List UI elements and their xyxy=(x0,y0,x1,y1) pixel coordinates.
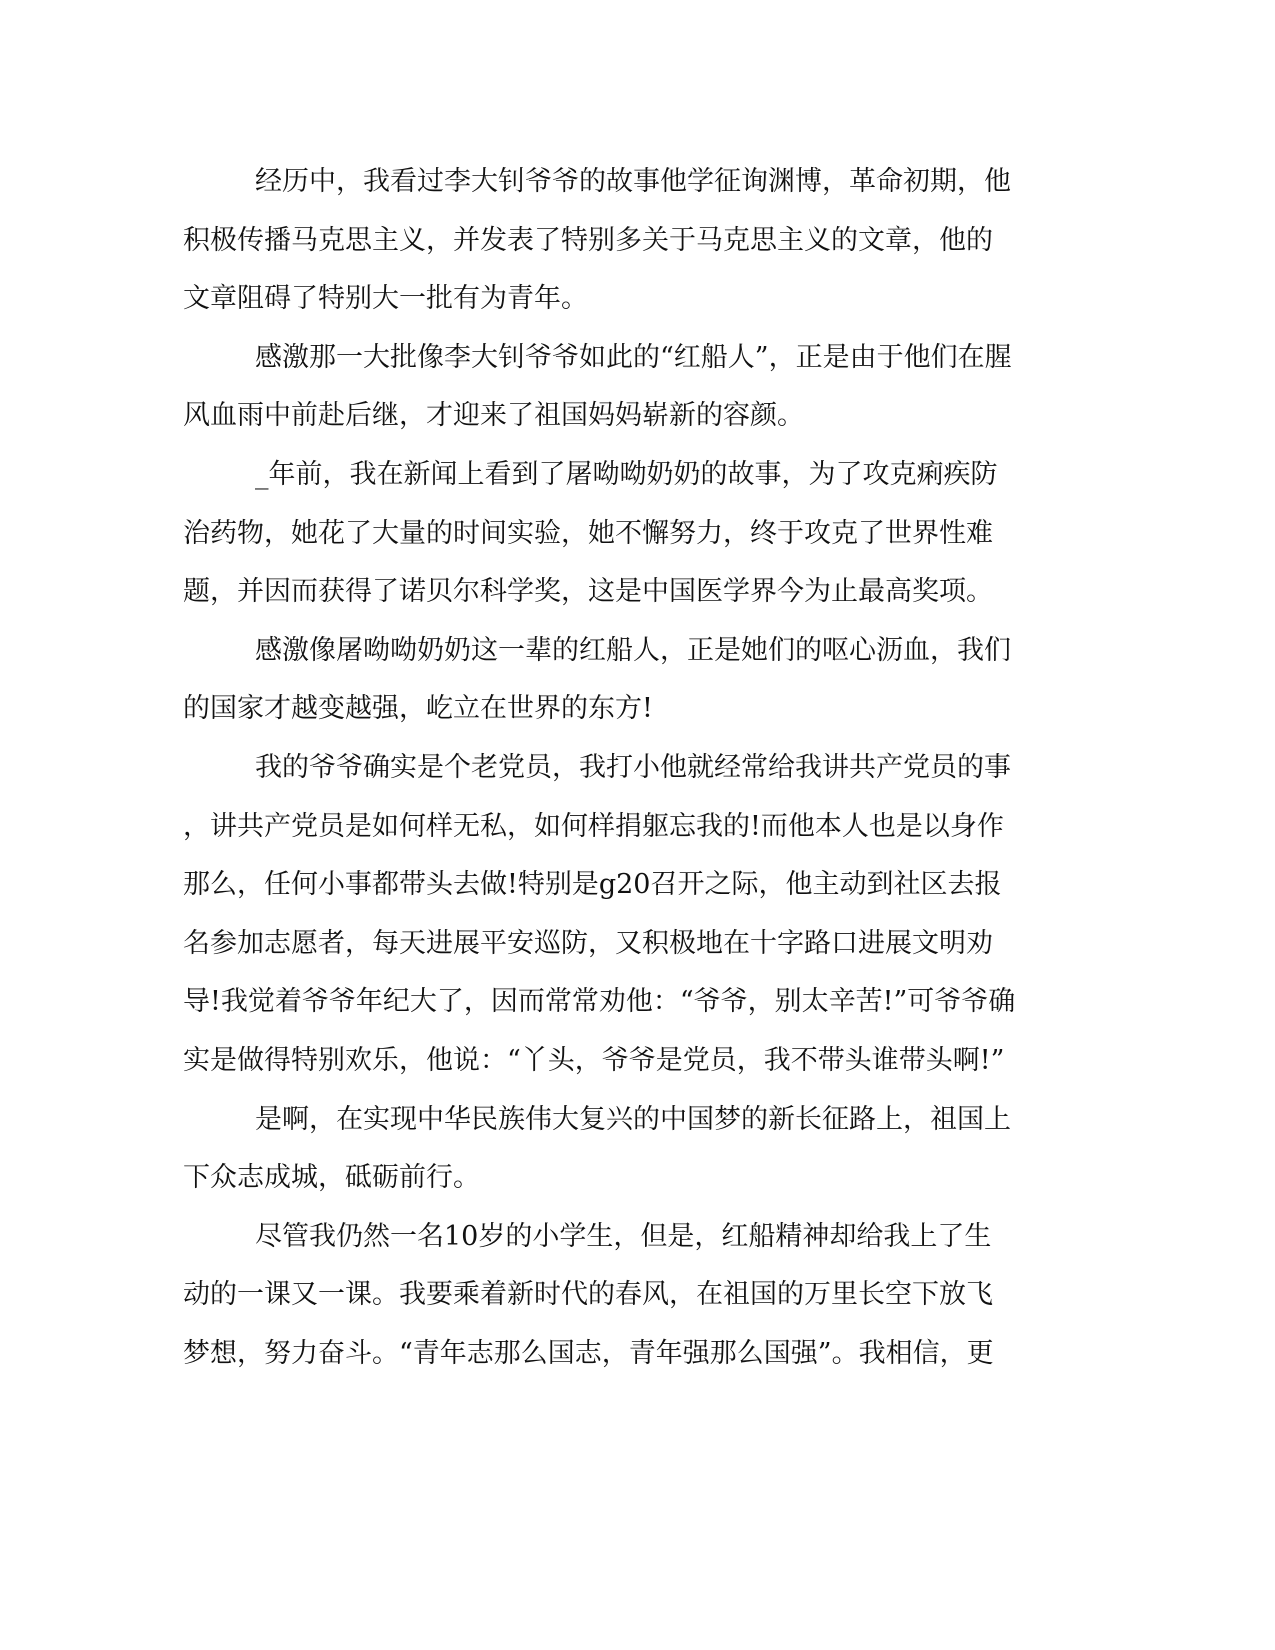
paragraph-line: 治药物，她花了大量的时间实验，她不懈努力，终于攻克了世界性难 xyxy=(183,517,993,549)
paragraph-line: 经历中，我看过李大钊爷爷的故事他学征询渊博，革命初期，他 xyxy=(255,166,1011,197)
paragraph-line: ，讲共产党员是如何样无私，如何样捐躯忘我的!而他本人也是以身作 xyxy=(183,810,1004,842)
paragraph-line: 尽管我仍然一名10岁的小学生，但是，红船精神却给我上了生 xyxy=(255,1220,992,1252)
essay-body xyxy=(183,153,1028,1383)
paragraph-line: 是啊，在实现中华民族伟大复兴的中国梦的新长征路上，祖国上 xyxy=(255,1103,1011,1135)
paragraph-line: 名参加志愿者，每天进展平安巡防，又积极地在十字路口进展文明劝 xyxy=(183,927,993,959)
paragraph-line: 动的一课又一课。我要乘着新时代的春风，在祖国的万里长空下放飞 xyxy=(183,1279,993,1311)
paragraph-line: 下众志成城，砥砺前行。 xyxy=(183,1162,480,1194)
paragraph-line: 题，并因而获得了诺贝尔科学奖，这是中国医学界今为止最高奖项。 xyxy=(183,576,993,608)
paragraph-line: 那么，任何小事都带头去做!特别是g20召开之际，他主动到社区去报 xyxy=(183,869,1002,901)
paragraph-line: 实是做得特别欢乐，他说：“丫头，爷爷是党员，我不带头谁带头啊!” xyxy=(183,1044,1005,1076)
paragraph-line: 感激那一大批像李大钊爷爷如此的“红船人”，正是由于他们在腥 xyxy=(255,341,1012,373)
paragraph-line: 感激像屠呦呦奶奶这一辈的红船人，正是她们的呕心沥血，我们 xyxy=(255,634,1011,666)
paragraph-line: 梦想，努力奋斗。“青年志那么国志，青年强那么国强”。我相信，更 xyxy=(183,1337,994,1369)
paragraph-line: 我的爷爷确实是个老党员，我打小他就经常给我讲共产党员的事 xyxy=(255,751,1011,783)
paragraph-line: 积极传播马克思主义，并发表了特别多关于马克思主义的文章，他的 xyxy=(183,224,993,256)
paragraph-line: 导!我觉着爷爷年纪大了，因而常常劝他：“爷爷，别太辛苦!”可爷爷确 xyxy=(183,986,1016,1018)
paragraph-line: _年前，我在新闻上看到了屠呦呦奶奶的故事，为了攻克痢疾防 xyxy=(255,458,998,490)
paragraph-line: 风血雨中前赴后继，才迎来了祖国妈妈崭新的容颜。 xyxy=(183,400,804,432)
paragraph-line: 的国家才越变越强，屹立在世界的东方! xyxy=(183,693,653,725)
paragraph-line: 文章阻碍了特别大一批有为青年。 xyxy=(183,283,588,315)
